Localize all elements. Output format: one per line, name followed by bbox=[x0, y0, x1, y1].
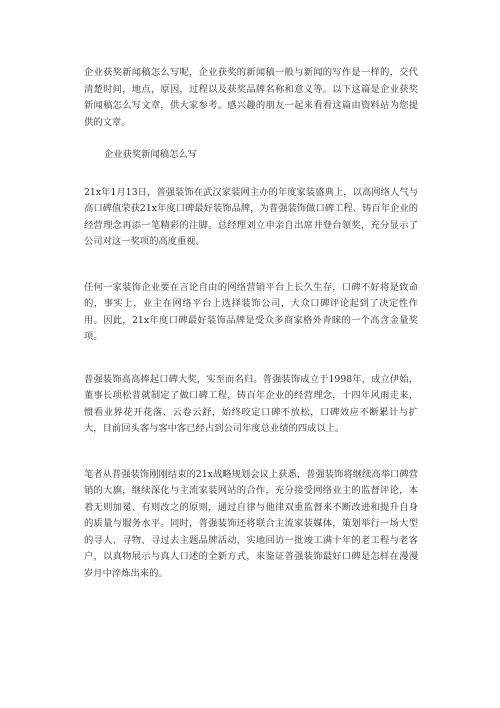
article-title: 企业获奖新闻稿怎么写 bbox=[104, 149, 197, 160]
document-page bbox=[84, 65, 418, 611]
body-paragraph-3: 普强装饰高高捧起口碑大奖，实至而名归。普强装饰成立于1998年，成立伊始，董事长项松普就制定了做口碑工程，铸百年企业的经营理念，十四年风雨走来，惯看业界花开花落、云卷云舒，始终咬定口碑不放松，口碑效应不断累计与扩大，目前回头客与客中客已经占到公司年度总业绩的四成以上。 bbox=[84, 373, 418, 434]
body-paragraph-1: 21x年1月13日，普强装饰在武汉家装网主办的年度家装盛典上，以高网络人气与高口碑值荣获21x年度口碑最好装饰品牌，为普强装饰做口碑工程、铸百年企业的经营理念再添一笔精彩的注脚。总经理刘立申亲自出席并登台领奖，充分显示了公司对这一奖项的高度重视。 bbox=[84, 186, 418, 247]
body-paragraph-4: 笔者从普强装饰刚刚结束的21x战略规划会议上获悉，普强装饰将继续高举口碑营销的大旗，继续深化与主流家装网站的合作，充分接受网络业主的监督评论，本着无则加冕、有则改之的原则，通过自律与他律双重监督来不断改进和提升自身的质量与服务水平。同时，普强装饰还将联合主流家装媒体，策划举行一场大型的寻人、寻物、寻过去主题品牌活动，实地回访一批竣工满十年的老工程与老客户，以真物展示与真人口述的全新方式，来鉴证普强装饰最好口碑是怎样在漫漫岁月中淬炼出来的。 bbox=[84, 468, 418, 579]
body-paragraph-2: 任何一家装饰企业要在言论自由的网络营销平台上长久生存，口碑不好将是致命的，事实上，业主在网络平台上选择装饰公司，大众口碑评论起到了决定性作用。因此，21x年度口碑最好装饰品牌是受众多商家格外青睐的一个高含金量奖项。 bbox=[84, 281, 418, 342]
intro-paragraph: 企业获奖新闻稿怎么写呢，企业获奖的新闻稿一般与新闻的写作是一样的，交代清楚时间，地点，原因，过程以及获奖品牌名称和意义等。以下这篇是企业获奖新闻稿怎么写文章，供大家参考。感兴趣的朋友一起来看看这篇由资料站为您提供的文章。 bbox=[84, 67, 418, 128]
